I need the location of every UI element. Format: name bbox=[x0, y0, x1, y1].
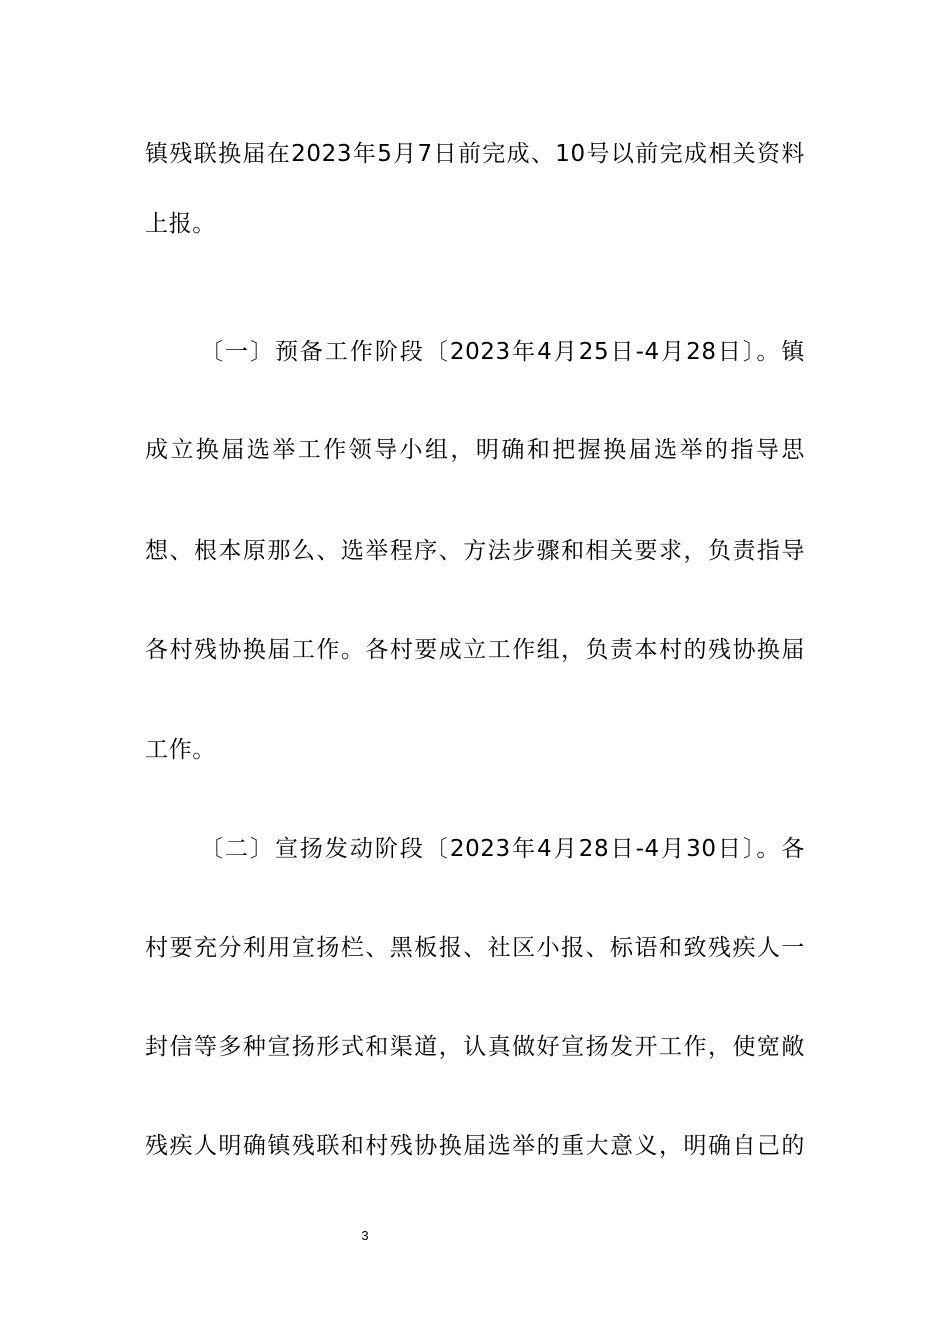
text-line-5: 想、根本原那么、选举程序、方法步骤和相关要求，负责指导 bbox=[145, 538, 805, 564]
text-line-7: 工作。 bbox=[145, 737, 216, 763]
text-line-9: 村要充分利用宣扬栏、黑板报、社区小报、标语和致残疾人一 bbox=[145, 935, 805, 961]
paragraph-heading-2: 〔二〕宣扬发动阶段〔2023年4月28日-4月30日〕。各 bbox=[200, 836, 805, 862]
text-line-4: 成立换届选举工作领导小组，明确和把握换届选举的指导思 bbox=[145, 437, 805, 463]
text-line-11: 残疾人明确镇残联和村残协换届选举的重大意义，明确自己的 bbox=[145, 1133, 805, 1159]
paragraph-heading-1: 〔一〕预备工作阶段〔2023年4月25日-4月28日〕。镇 bbox=[200, 339, 805, 365]
page-number: 3 bbox=[361, 1228, 369, 1243]
text-line-6: 各村残协换届工作。各村要成立工作组，负责本村的残协换届 bbox=[145, 637, 805, 663]
text-line-10: 封信等多种宣扬形式和渠道，认真做好宣扬发开工作，使宽敞 bbox=[145, 1034, 805, 1060]
text-line-1: 镇残联换届在2023年5月7日前完成、10号以前完成相关资料 bbox=[145, 141, 805, 167]
text-line-2: 上报。 bbox=[145, 211, 216, 237]
